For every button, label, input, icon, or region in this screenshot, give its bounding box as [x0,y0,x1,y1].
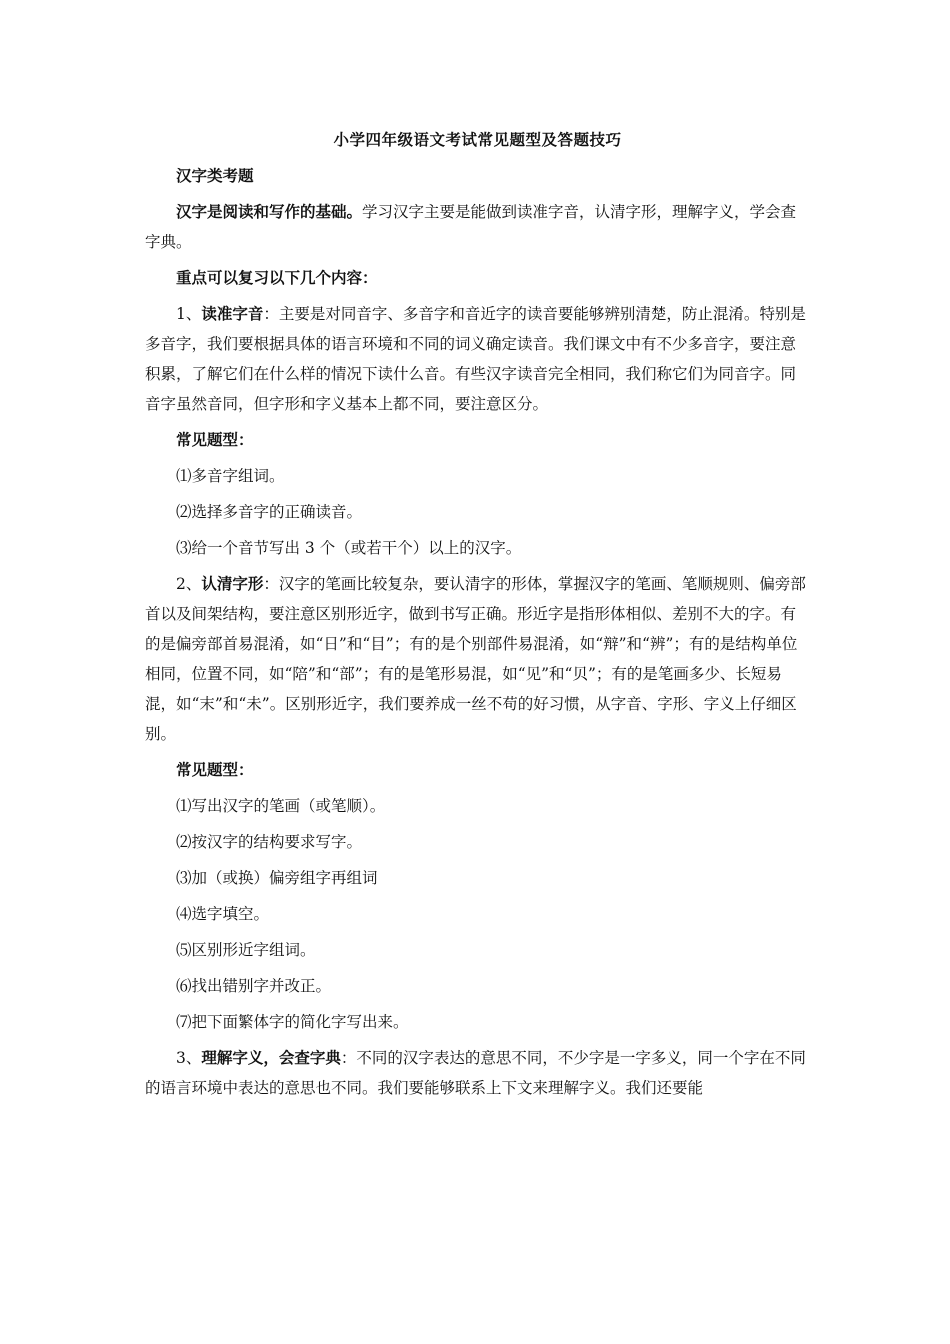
section-2-body: ：汉字的笔画比较复杂，要认清字的形体，掌握汉字的笔画、笔顺规则、偏旁部首以及间架结构，要注意区别形近字，做到书写正确。形近字是指形体相似、差别不大的字。有的是偏旁部首易混淆，如“日”和“目”；有的是个别部件易混淆，如“辩”和“辨”；有的是结构单位相同，位置不同，如“陪”和“部”；有的是笔形易混，如“见”和“贝”；有的是笔画多少、长短易混，如“末”和“未”。区别形近字，我们要养成一丝不苟的好习惯，从字音、字形、字义上仔细区别。 [145,575,806,743]
list-item: ⑹找出错别字并改正。 [176,977,332,995]
section-1-paragraph [145,299,810,419]
list-item: ⑵按汉字的结构要求写字。 [176,833,363,851]
list-item: ⑶给一个音节写出 3 个（或若干个）以上的汉字。 [176,539,522,557]
list-item: ⑷选字填空。 [176,905,270,923]
section-1-types-heading: 常见题型： [176,430,254,449]
list-item: ⑴多音字组词。 [176,467,285,485]
list-item: ⑺把下面繁体字的简化字写出来。 [176,1013,409,1031]
section-3-body: ：不同的汉字表达的意思不同，不少字是一字多义，同一个字在不同的语言环境中表达的意思也不同。我们要能够联系上下文来理解字义。我们还要能 [145,1049,806,1097]
section-1-body: ：主要是对同音字、多音字和音近字的读音要能够辨别清楚，防止混淆。特别是多音字，我们要根据具体的语言环境和不同的词义确定读音。我们课文中有不少多音字，要注意积累，了解它们在什么样的情况下读什么音。有些汉字读音完全相同，我们称它们为同音字。同音字虽然音同，但字形和字义基本上都不同，要注意区分。 [145,305,806,413]
section-2-number: 2、 [176,575,202,593]
list-item: ⑸区别形近字组词。 [176,941,316,959]
section-2-paragraph [145,569,810,749]
document-body [145,125,810,1109]
intro-text: 学习汉字主要是能做到读准字音，认清字形，理解字义，学会查字典。 [145,203,797,251]
section-1-number: 1、 [176,305,202,323]
section-2-heading: 认清字形 [201,574,264,593]
intro-paragraph [145,197,810,257]
list-item: ⑵选择多音字的正确读音。 [176,503,363,521]
review-heading: 重点可以复习以下几个内容： [176,268,378,287]
list-item: ⑶加（或换）偏旁组字再组词 [176,869,378,887]
section-3-heading: 理解字义，会查字典 [201,1048,341,1067]
list-item: ⑴写出汉字的笔画（或笔顺）。 [176,797,386,815]
section-heading: 汉字类考题 [176,166,254,185]
section-1-heading: 读准字音 [201,304,264,323]
intro-lead: 汉字是阅读和写作的基础。 [176,202,363,221]
section-2-types-heading: 常见题型： [176,760,254,779]
section-3-number: 3、 [176,1049,202,1067]
section-3-paragraph [145,1043,810,1103]
page-title: 小学四年级语文考试常见题型及答题技巧 [333,130,622,149]
